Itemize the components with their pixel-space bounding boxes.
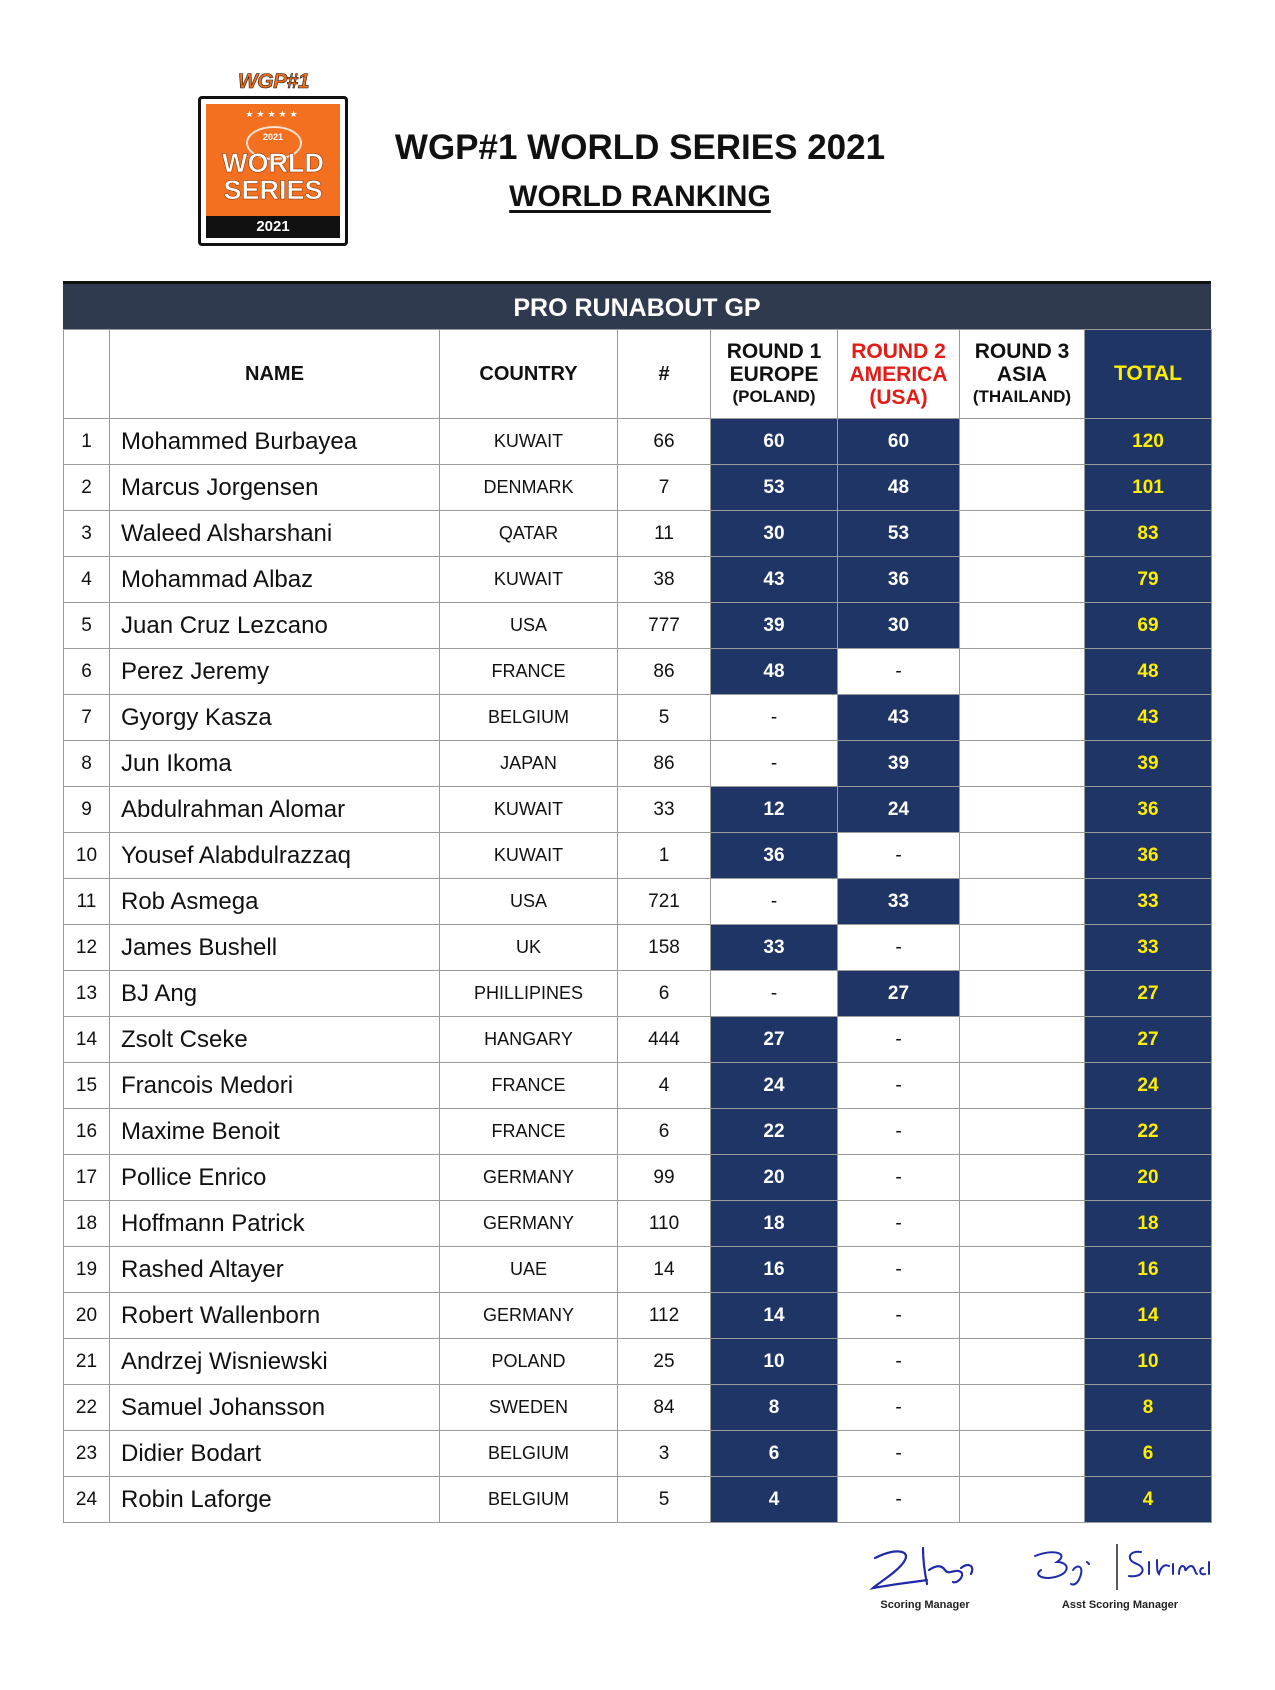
round2-score-cell: 60 bbox=[838, 419, 960, 465]
country-cell: FRANCE bbox=[440, 649, 618, 695]
table-row bbox=[64, 465, 1212, 511]
round2-score-cell: - bbox=[838, 833, 960, 879]
round3-score-cell bbox=[960, 419, 1085, 465]
logo-year: 2021 bbox=[206, 216, 340, 238]
total-score-cell: 8 bbox=[1085, 1385, 1212, 1431]
country-cell: KUWAIT bbox=[440, 419, 618, 465]
round2-score-cell: - bbox=[838, 1201, 960, 1247]
country-cell: KUWAIT bbox=[440, 833, 618, 879]
ranking-table bbox=[63, 329, 1212, 1523]
position-cell: 22 bbox=[64, 1385, 110, 1431]
country-cell: HANGARY bbox=[440, 1017, 618, 1063]
round1-score-cell: 16 bbox=[711, 1247, 838, 1293]
round1-score-cell: 39 bbox=[711, 603, 838, 649]
table-row bbox=[64, 1385, 1212, 1431]
table-row bbox=[64, 787, 1212, 833]
race-number-cell: 11 bbox=[618, 511, 711, 557]
rider-name-cell: Zsolt Cseke bbox=[110, 1017, 440, 1063]
table-row bbox=[64, 833, 1212, 879]
round2-score-cell: 33 bbox=[838, 879, 960, 925]
position-cell: 8 bbox=[64, 741, 110, 787]
total-score-cell: 101 bbox=[1085, 465, 1212, 511]
position-cell: 15 bbox=[64, 1063, 110, 1109]
table-row bbox=[64, 879, 1212, 925]
position-cell: 12 bbox=[64, 925, 110, 971]
rider-name-cell: Samuel Johansson bbox=[110, 1385, 440, 1431]
position-cell: 3 bbox=[64, 511, 110, 557]
scoring-manager-label: Scoring Manager bbox=[880, 1599, 970, 1611]
rider-name-cell: Mohammed Burbayea bbox=[110, 419, 440, 465]
position-cell: 9 bbox=[64, 787, 110, 833]
position-cell: 2 bbox=[64, 465, 110, 511]
table-row bbox=[64, 1431, 1212, 1477]
page-title: WGP#1 WORLD SERIES 2021 bbox=[394, 128, 886, 167]
table-row bbox=[64, 1155, 1212, 1201]
position-cell: 19 bbox=[64, 1247, 110, 1293]
race-number-cell: 84 bbox=[618, 1385, 711, 1431]
position-cell: 10 bbox=[64, 833, 110, 879]
logo-badge-year: 2021 bbox=[262, 132, 284, 142]
rider-name-cell: Mohammad Albaz bbox=[110, 557, 440, 603]
total-score-cell: 43 bbox=[1085, 695, 1212, 741]
column-header-round3: ROUND 3 ASIA (THAILAND) bbox=[960, 330, 1085, 419]
country-cell: POLAND bbox=[440, 1339, 618, 1385]
total-score-cell: 20 bbox=[1085, 1155, 1212, 1201]
total-score-cell: 39 bbox=[1085, 741, 1212, 787]
table-row bbox=[64, 925, 1212, 971]
position-cell: 11 bbox=[64, 879, 110, 925]
round3-score-cell bbox=[960, 741, 1085, 787]
country-cell: GERMANY bbox=[440, 1201, 618, 1247]
round2-score-cell: - bbox=[838, 1385, 960, 1431]
logo-badge bbox=[198, 96, 348, 246]
rider-name-cell: Robert Wallenborn bbox=[110, 1293, 440, 1339]
round1-score-cell: 8 bbox=[711, 1385, 838, 1431]
round2-score-cell: - bbox=[838, 1339, 960, 1385]
round3-score-cell bbox=[960, 1385, 1085, 1431]
total-score-cell: 69 bbox=[1085, 603, 1212, 649]
round3-score-cell bbox=[960, 925, 1085, 971]
position-cell: 6 bbox=[64, 649, 110, 695]
position-cell: 1 bbox=[64, 419, 110, 465]
round1-score-cell: 30 bbox=[711, 511, 838, 557]
total-score-cell: 79 bbox=[1085, 557, 1212, 603]
scoring-manager-signature bbox=[850, 1540, 1000, 1611]
round3-score-cell bbox=[960, 1109, 1085, 1155]
rider-name-cell: Pollice Enrico bbox=[110, 1155, 440, 1201]
table-row bbox=[64, 1109, 1212, 1155]
round1-score-cell: 10 bbox=[711, 1339, 838, 1385]
round1-score-cell: 6 bbox=[711, 1431, 838, 1477]
rider-name-cell: Yousef Alabdulrazzaq bbox=[110, 833, 440, 879]
round1-score-cell: - bbox=[711, 971, 838, 1017]
total-score-cell: 18 bbox=[1085, 1201, 1212, 1247]
table-row bbox=[64, 603, 1212, 649]
total-score-cell: 10 bbox=[1085, 1339, 1212, 1385]
round2-score-cell: - bbox=[838, 1431, 960, 1477]
column-header-round2: ROUND 2 AMERICA (USA) bbox=[838, 330, 960, 419]
total-score-cell: 27 bbox=[1085, 971, 1212, 1017]
round3-score-cell bbox=[960, 971, 1085, 1017]
round3-score-cell bbox=[960, 511, 1085, 557]
round1-score-cell: 43 bbox=[711, 557, 838, 603]
table-row bbox=[64, 511, 1212, 557]
round2-score-cell: 43 bbox=[838, 695, 960, 741]
total-score-cell: 33 bbox=[1085, 925, 1212, 971]
column-header-position bbox=[64, 330, 110, 419]
country-cell: BELGIUM bbox=[440, 695, 618, 741]
position-cell: 5 bbox=[64, 603, 110, 649]
ranking-table-container bbox=[63, 281, 1211, 1523]
round1-score-cell: 24 bbox=[711, 1063, 838, 1109]
round2-score-cell: - bbox=[838, 649, 960, 695]
race-number-cell: 6 bbox=[618, 971, 711, 1017]
race-number-cell: 66 bbox=[618, 419, 711, 465]
round1-score-cell: 20 bbox=[711, 1155, 838, 1201]
asst-scoring-manager-signature bbox=[1020, 1540, 1220, 1611]
round3-score-cell bbox=[960, 787, 1085, 833]
table-row bbox=[64, 1063, 1212, 1109]
rider-name-cell: Juan Cruz Lezcano bbox=[110, 603, 440, 649]
round2-score-cell: 53 bbox=[838, 511, 960, 557]
race-number-cell: 38 bbox=[618, 557, 711, 603]
logo-word-world: WORLD bbox=[222, 148, 324, 178]
race-number-cell: 112 bbox=[618, 1293, 711, 1339]
rider-name-cell: James Bushell bbox=[110, 925, 440, 971]
round3-score-cell bbox=[960, 603, 1085, 649]
total-score-cell: 6 bbox=[1085, 1431, 1212, 1477]
total-score-cell: 36 bbox=[1085, 787, 1212, 833]
round2-score-cell: 27 bbox=[838, 971, 960, 1017]
round1-score-cell: 48 bbox=[711, 649, 838, 695]
asst-scoring-manager-signature-mark bbox=[1025, 1540, 1215, 1595]
round2-score-cell: - bbox=[838, 1477, 960, 1523]
country-cell: JAPAN bbox=[440, 741, 618, 787]
country-cell: GERMANY bbox=[440, 1293, 618, 1339]
category-banner: PRO RUNABOUT GP bbox=[63, 281, 1211, 329]
round1-score-cell: 60 bbox=[711, 419, 838, 465]
round3-score-cell bbox=[960, 1247, 1085, 1293]
round2-score-cell: - bbox=[838, 1293, 960, 1339]
position-cell: 24 bbox=[64, 1477, 110, 1523]
logo-brand-text: WGP#1 bbox=[237, 70, 310, 93]
round1-score-cell: 14 bbox=[711, 1293, 838, 1339]
race-number-cell: 5 bbox=[618, 695, 711, 741]
table-header-row bbox=[64, 330, 1212, 419]
total-score-cell: 16 bbox=[1085, 1247, 1212, 1293]
round2-score-cell: 36 bbox=[838, 557, 960, 603]
total-score-cell: 33 bbox=[1085, 879, 1212, 925]
stars-icon: ★★★★★ bbox=[245, 109, 301, 119]
race-number-cell: 158 bbox=[618, 925, 711, 971]
total-score-cell: 14 bbox=[1085, 1293, 1212, 1339]
country-cell: USA bbox=[440, 879, 618, 925]
page-subtitle: WORLD RANKING bbox=[509, 180, 771, 213]
rider-name-cell: Robin Laforge bbox=[110, 1477, 440, 1523]
column-header-number: # bbox=[618, 330, 711, 419]
round1-score-cell: 18 bbox=[711, 1201, 838, 1247]
column-header-country: COUNTRY bbox=[440, 330, 618, 419]
table-row bbox=[64, 1201, 1212, 1247]
round2-score-cell: - bbox=[838, 1247, 960, 1293]
race-number-cell: 86 bbox=[618, 649, 711, 695]
country-cell: USA bbox=[440, 603, 618, 649]
round3-score-cell bbox=[960, 1017, 1085, 1063]
race-number-cell: 7 bbox=[618, 465, 711, 511]
table-row bbox=[64, 695, 1212, 741]
country-cell: FRANCE bbox=[440, 1063, 618, 1109]
position-cell: 18 bbox=[64, 1201, 110, 1247]
round3-score-cell bbox=[960, 879, 1085, 925]
round3-score-cell bbox=[960, 1201, 1085, 1247]
country-cell: UK bbox=[440, 925, 618, 971]
race-number-cell: 14 bbox=[618, 1247, 711, 1293]
round2-score-cell: 48 bbox=[838, 465, 960, 511]
country-cell: BELGIUM bbox=[440, 1431, 618, 1477]
race-number-cell: 110 bbox=[618, 1201, 711, 1247]
rider-name-cell: Andrzej Wisniewski bbox=[110, 1339, 440, 1385]
round1-score-cell: 4 bbox=[711, 1477, 838, 1523]
race-number-cell: 33 bbox=[618, 787, 711, 833]
table-row bbox=[64, 649, 1212, 695]
race-number-cell: 777 bbox=[618, 603, 711, 649]
round3-score-cell bbox=[960, 1477, 1085, 1523]
country-cell: SWEDEN bbox=[440, 1385, 618, 1431]
round3-score-cell bbox=[960, 649, 1085, 695]
rider-name-cell: Abdulrahman Alomar bbox=[110, 787, 440, 833]
rider-name-cell: Perez Jeremy bbox=[110, 649, 440, 695]
logo-wordmark bbox=[216, 68, 331, 96]
rider-name-cell: Gyorgy Kasza bbox=[110, 695, 440, 741]
round3-score-cell bbox=[960, 1293, 1085, 1339]
rider-name-cell: Maxime Benoit bbox=[110, 1109, 440, 1155]
total-score-cell: 120 bbox=[1085, 419, 1212, 465]
round3-score-cell bbox=[960, 1063, 1085, 1109]
position-cell: 4 bbox=[64, 557, 110, 603]
column-header-name: NAME bbox=[110, 330, 440, 419]
round1-score-cell: 33 bbox=[711, 925, 838, 971]
race-number-cell: 5 bbox=[618, 1477, 711, 1523]
round3-score-cell bbox=[960, 1339, 1085, 1385]
rider-name-cell: Hoffmann Patrick bbox=[110, 1201, 440, 1247]
race-number-cell: 444 bbox=[618, 1017, 711, 1063]
rider-name-cell: Waleed Alsharshani bbox=[110, 511, 440, 557]
round1-score-cell: 22 bbox=[711, 1109, 838, 1155]
round3-score-cell bbox=[960, 557, 1085, 603]
table-row bbox=[64, 1339, 1212, 1385]
round2-score-cell: - bbox=[838, 1017, 960, 1063]
total-score-cell: 48 bbox=[1085, 649, 1212, 695]
total-score-cell: 24 bbox=[1085, 1063, 1212, 1109]
race-number-cell: 99 bbox=[618, 1155, 711, 1201]
country-cell: GERMANY bbox=[440, 1155, 618, 1201]
round3-score-cell bbox=[960, 695, 1085, 741]
country-cell: PHILLIPINES bbox=[440, 971, 618, 1017]
race-number-cell: 86 bbox=[618, 741, 711, 787]
table-row bbox=[64, 1017, 1212, 1063]
table-row bbox=[64, 741, 1212, 787]
country-cell: UAE bbox=[440, 1247, 618, 1293]
position-cell: 16 bbox=[64, 1109, 110, 1155]
round3-score-cell bbox=[960, 833, 1085, 879]
country-cell: BELGIUM bbox=[440, 1477, 618, 1523]
scoring-manager-signature-mark bbox=[865, 1540, 985, 1595]
total-score-cell: 27 bbox=[1085, 1017, 1212, 1063]
round2-score-cell: 39 bbox=[838, 741, 960, 787]
round3-score-cell bbox=[960, 1155, 1085, 1201]
rider-name-cell: BJ Ang bbox=[110, 971, 440, 1017]
table-row bbox=[64, 1477, 1212, 1523]
rider-name-cell: Rob Asmega bbox=[110, 879, 440, 925]
asst-scoring-manager-label: Asst Scoring Manager bbox=[1061, 1599, 1179, 1611]
position-cell: 17 bbox=[64, 1155, 110, 1201]
round1-score-cell: - bbox=[711, 741, 838, 787]
country-cell: QATAR bbox=[440, 511, 618, 557]
column-header-round1: ROUND 1 EUROPE (POLAND) bbox=[711, 330, 838, 419]
round1-score-cell: 53 bbox=[711, 465, 838, 511]
country-cell: KUWAIT bbox=[440, 787, 618, 833]
position-cell: 14 bbox=[64, 1017, 110, 1063]
race-number-cell: 25 bbox=[618, 1339, 711, 1385]
race-number-cell: 4 bbox=[618, 1063, 711, 1109]
rider-name-cell: Didier Bodart bbox=[110, 1431, 440, 1477]
rider-name-cell: Francois Medori bbox=[110, 1063, 440, 1109]
round3-score-cell bbox=[960, 1431, 1085, 1477]
ranking-table-body bbox=[64, 419, 1212, 1523]
country-cell: KUWAIT bbox=[440, 557, 618, 603]
rider-name-cell: Marcus Jorgensen bbox=[110, 465, 440, 511]
position-cell: 20 bbox=[64, 1293, 110, 1339]
table-row bbox=[64, 971, 1212, 1017]
table-row bbox=[64, 1247, 1212, 1293]
round2-score-cell: 30 bbox=[838, 603, 960, 649]
rider-name-cell: Rashed Altayer bbox=[110, 1247, 440, 1293]
round1-score-cell: - bbox=[711, 879, 838, 925]
rider-name-cell: Jun Ikoma bbox=[110, 741, 440, 787]
round2-score-cell: - bbox=[838, 1109, 960, 1155]
round3-score-cell bbox=[960, 465, 1085, 511]
country-cell: FRANCE bbox=[440, 1109, 618, 1155]
total-score-cell: 83 bbox=[1085, 511, 1212, 557]
round1-score-cell: 12 bbox=[711, 787, 838, 833]
logo-word-series: SERIES bbox=[223, 175, 323, 205]
race-number-cell: 3 bbox=[618, 1431, 711, 1477]
country-cell: DENMARK bbox=[440, 465, 618, 511]
position-cell: 21 bbox=[64, 1339, 110, 1385]
round2-score-cell: - bbox=[838, 925, 960, 971]
race-number-cell: 1 bbox=[618, 833, 711, 879]
table-row bbox=[64, 557, 1212, 603]
total-score-cell: 36 bbox=[1085, 833, 1212, 879]
round1-score-cell: 27 bbox=[711, 1017, 838, 1063]
race-number-cell: 721 bbox=[618, 879, 711, 925]
round1-score-cell: - bbox=[711, 695, 838, 741]
round2-score-cell: 24 bbox=[838, 787, 960, 833]
round2-score-cell: - bbox=[838, 1155, 960, 1201]
position-cell: 7 bbox=[64, 695, 110, 741]
race-number-cell: 6 bbox=[618, 1109, 711, 1155]
table-row bbox=[64, 419, 1212, 465]
total-score-cell: 22 bbox=[1085, 1109, 1212, 1155]
position-cell: 13 bbox=[64, 971, 110, 1017]
round2-score-cell: - bbox=[838, 1063, 960, 1109]
table-row bbox=[64, 1293, 1212, 1339]
column-header-total: TOTAL bbox=[1085, 330, 1212, 419]
position-cell: 23 bbox=[64, 1431, 110, 1477]
total-score-cell: 4 bbox=[1085, 1477, 1212, 1523]
round1-score-cell: 36 bbox=[711, 833, 838, 879]
